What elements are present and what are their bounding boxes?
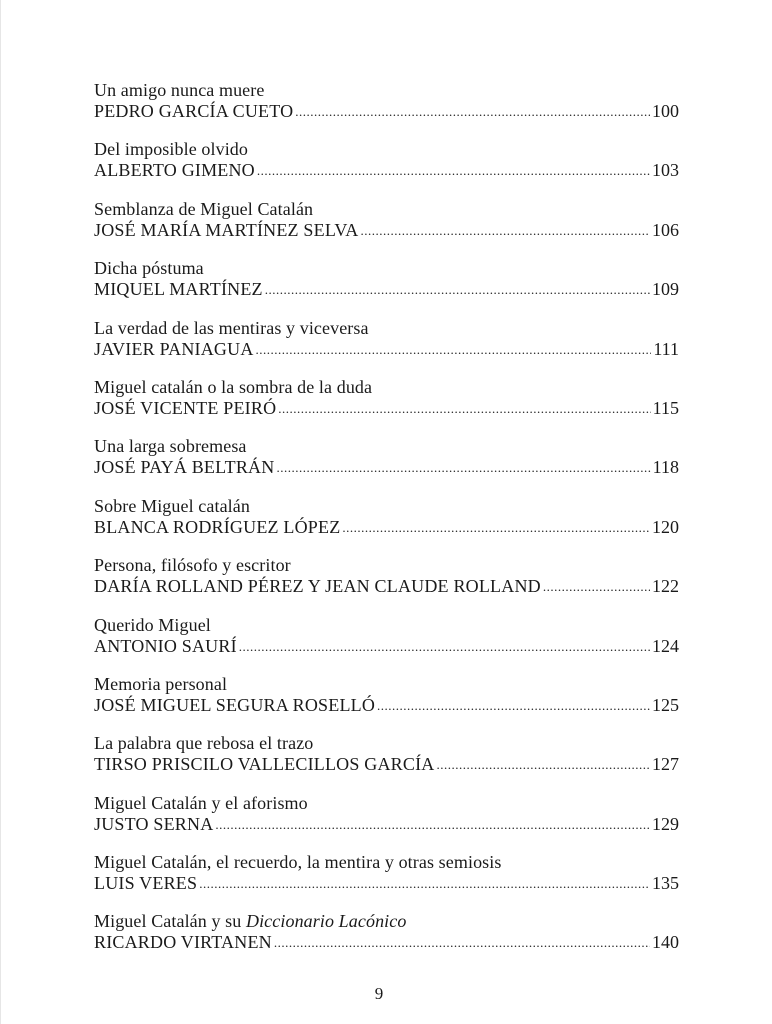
entry-title: Una larga sobremesa (94, 436, 247, 457)
dot-leader (276, 457, 650, 478)
toc-entry (94, 199, 679, 258)
entry-page-number: 122 (652, 576, 679, 597)
entry-author: TIRSO PRISCILO VALLECILLOS GARCÍA (94, 754, 435, 775)
entry-author-line (94, 101, 679, 123)
toc-entry (94, 555, 679, 614)
entry-author: RICARDO VIRTANEN (94, 932, 272, 953)
dot-leader (239, 636, 650, 657)
entry-author: DARÍA ROLLAND PÉREZ Y JEAN CLAUDE ROLLAND (94, 576, 541, 597)
entry-title: Dicha póstuma (94, 258, 204, 279)
entry-author-line (94, 398, 679, 420)
entry-author-line (94, 457, 679, 479)
dot-leader (377, 695, 650, 716)
toc-entry (94, 436, 679, 495)
entry-author-line (94, 517, 679, 539)
entry-page-number: 106 (652, 219, 679, 240)
entry-page-number: 109 (652, 279, 679, 300)
entry-title: Miguel Catalán, el recuerdo, la mentira y otras semiosis (94, 852, 502, 873)
entry-title (94, 911, 679, 932)
toc-entry (94, 139, 679, 198)
dot-leader (256, 339, 652, 360)
entry-page-number: 118 (652, 457, 679, 478)
entry-author: BLANCA RODRÍGUEZ LÓPEZ (94, 516, 341, 537)
toc-entry (94, 615, 679, 674)
dot-leader (257, 160, 650, 181)
entry-author: JOSÉ VICENTE PEIRÓ (94, 397, 277, 418)
entry-page-number: 111 (653, 338, 679, 359)
entry-title: Miguel catalán o la sombra de la duda (94, 376, 373, 397)
dot-leader (274, 932, 650, 953)
entry-page-number: 100 (652, 101, 679, 121)
entry-author: LUIS VERES (94, 873, 198, 894)
entry-author: JUSTO SERNA (94, 813, 214, 834)
entry-page-number: 120 (652, 516, 679, 537)
entry-author-line (94, 279, 679, 301)
entry-title-prefix: Miguel Catalán y su (94, 911, 246, 932)
dot-leader (436, 754, 650, 775)
entry-title: Persona, filósofo y escritor (94, 555, 291, 576)
entry-title: Del imposible olvido (94, 139, 248, 160)
entry-author-line (94, 814, 679, 836)
dot-leader (360, 220, 650, 241)
entry-author: MIQUEL MARTÍNEZ (94, 279, 263, 300)
toc-entry (94, 496, 679, 555)
dot-leader (543, 576, 650, 597)
toc-entry (94, 911, 679, 970)
entry-page-number: 124 (652, 635, 679, 656)
toc-entry (94, 318, 679, 377)
entry-title: Sobre Miguel catalán (94, 495, 250, 516)
dot-leader (215, 814, 650, 835)
toc-entry (94, 80, 679, 139)
entry-author-line (94, 636, 679, 658)
entry-author-line (94, 160, 679, 182)
toc-entry (94, 377, 679, 436)
entry-author-line (94, 873, 679, 895)
entry-page-number: 140 (652, 932, 679, 953)
page-folio-number: 9 (374, 984, 384, 1003)
entry-title: La verdad de las mentiras y viceversa (94, 317, 369, 338)
dot-leader (265, 279, 650, 300)
entry-title: La palabra que rebosa el trazo (94, 733, 314, 754)
entry-author-line (94, 695, 679, 717)
entry-author: JAVIER PANIAGUA (94, 338, 254, 359)
table-of-contents (94, 80, 679, 971)
entry-page-number: 115 (652, 397, 679, 418)
entry-author-line (94, 932, 679, 954)
entry-title: Un amigo nunca muere (94, 80, 265, 100)
entry-author: ALBERTO GIMENO (94, 160, 255, 181)
dot-leader (199, 873, 650, 894)
entry-author-line (94, 576, 679, 598)
entry-page-number: 127 (652, 754, 679, 775)
entry-author-line (94, 754, 679, 776)
toc-entry (94, 674, 679, 733)
entry-author-line (94, 220, 679, 242)
entry-title: Miguel Catalán y el aforismo (94, 792, 308, 813)
entry-author: PEDRO GARCÍA CUETO (94, 101, 294, 121)
entry-author-line (94, 339, 679, 361)
entry-page-number: 125 (652, 694, 679, 715)
toc-entry (94, 793, 679, 852)
dot-leader (295, 101, 650, 122)
dot-leader (278, 398, 650, 419)
dot-leader (342, 517, 650, 538)
entry-author: ANTONIO SAURÍ (94, 635, 237, 656)
entry-page-number: 129 (652, 813, 679, 834)
entry-page-number: 103 (652, 160, 679, 181)
entry-title: Querido Miguel (94, 614, 211, 635)
entry-page-number: 135 (652, 873, 679, 894)
entry-title-italic: Diccionario Lacónico (245, 911, 407, 932)
entry-author: JOSÉ PAYÁ BELTRÁN (94, 457, 275, 478)
toc-entry (94, 852, 679, 911)
entry-title: Semblanza de Miguel Catalán (94, 198, 314, 219)
entry-author: JOSÉ MIGUEL SEGURA ROSELLÓ (94, 694, 376, 715)
entry-author: JOSÉ MARÍA MARTÍNEZ SELVA (94, 219, 359, 240)
entry-title: Memoria personal (94, 673, 228, 694)
toc-entry (94, 258, 679, 317)
toc-entry (94, 733, 679, 792)
